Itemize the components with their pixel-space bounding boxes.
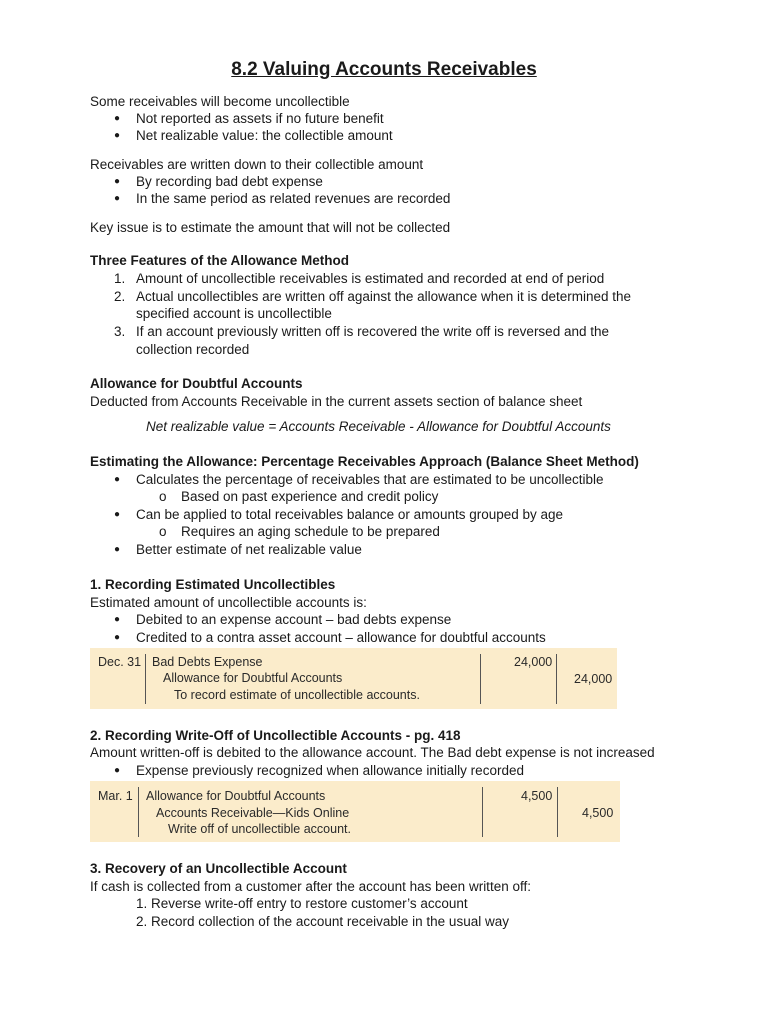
journal-credit-amount: 4,500 — [582, 806, 614, 820]
feature-line: specified account is uncollectible — [136, 306, 332, 321]
feature-item — [114, 323, 609, 340]
allowance-heading: Allowance for Doubtful Accounts — [90, 376, 303, 391]
rec1-bullet: ● Credited to a contra asset account – allowance for doubtful accounts — [136, 629, 546, 646]
journal-divider — [556, 654, 557, 704]
feature-number: 1. — [114, 271, 126, 286]
journal-divider — [557, 787, 558, 837]
journal-debit-amount: 24,000 — [514, 655, 553, 669]
s2-lead: Receivables are written down to their collectible amount — [90, 157, 424, 172]
estimating-bullet: ● Better estimate of net realizable value — [136, 541, 362, 558]
journal-debit-account: Allowance for Doubtful Accounts — [146, 789, 326, 803]
journal-debit-amount: 4,500 — [521, 789, 553, 803]
s2-bullet: ● In the same period as related revenues are recorded — [136, 190, 450, 207]
rec3-step: 2. Record collection of the account receivable in the usual way — [136, 914, 509, 929]
rec2-heading: 2. Recording Write-Off of Uncollectible Accounts - pg. 418 — [90, 728, 461, 743]
journal-date: Dec. 31 — [98, 655, 142, 669]
feature-item — [114, 270, 605, 287]
journal-date: Mar. 1 — [98, 789, 133, 803]
journal-divider — [138, 787, 139, 837]
rec3-text: If cash is collected from a customer after the account has been written off: — [90, 879, 531, 894]
journal-explanation: Write off of uncollectible account. — [168, 822, 351, 836]
estimating-bullet: ● Can be applied to total receivables balance or amounts grouped by age — [136, 506, 563, 523]
journal-debit-account: Bad Debts Expense — [152, 655, 263, 669]
rec3-step: 1. Reverse write-off entry to restore customer’s account — [136, 896, 468, 911]
journal-credit-account: Accounts Receivable—Kids Online — [156, 806, 350, 820]
rec2-text: Amount written-off is debited to the allowance account. The Bad debt expense is not increased — [90, 745, 655, 760]
nrv-formula: Net realizable value = Accounts Receivable - Allowance for Doubtful Accounts — [146, 419, 611, 434]
allowance-text: Deducted from Accounts Receivable in the current assets section of balance sheet — [90, 394, 583, 409]
journal-explanation: To record estimate of uncollectible accounts. — [174, 688, 420, 702]
feature-line: Amount of uncollectible receivables is estimated and recorded at end of period — [136, 271, 605, 286]
feature-item — [114, 288, 632, 305]
journal-divider — [145, 654, 146, 704]
journal-credit-amount: 24,000 — [574, 672, 613, 686]
journal-divider — [482, 787, 483, 837]
estimating-heading: Estimating the Allowance: Percentage Receivables Approach (Balance Sheet Method) — [90, 454, 639, 469]
journal-credit-account: Allowance for Doubtful Accounts — [163, 671, 343, 685]
estimating-bullet: ● Calculates the percentage of receivables that are estimated to be uncollectible — [136, 471, 604, 488]
feature-number: 3. — [114, 324, 126, 339]
estimating-sub-bullet: o Requires an aging schedule to be prepared — [181, 523, 440, 540]
s1-bullet: ● Not reported as assets if no future benefit — [136, 110, 384, 127]
feature-line: collection recorded — [136, 342, 250, 357]
feature-number: 2. — [114, 289, 126, 304]
features-heading: Three Features of the Allowance Method — [90, 253, 350, 268]
key-issue: Key issue is to estimate the amount that will not be collected — [90, 220, 451, 235]
estimating-sub-bullet: o Based on past experience and credit policy — [181, 488, 438, 505]
page-title: 8.2 Valuing Accounts Receivables — [231, 59, 537, 80]
journal-divider — [480, 654, 481, 704]
rec1-text: Estimated amount of uncollectible accounts is: — [90, 595, 367, 610]
rec2-bullet: ● Expense previously recognized when allowance initially recorded — [136, 762, 524, 779]
s2-bullet: ● By recording bad debt expense — [136, 173, 323, 190]
journal-entry-dec31 — [90, 648, 617, 709]
s1-lead: Some receivables will become uncollectible — [90, 94, 350, 109]
rec3-heading: 3. Recovery of an Uncollectible Account — [90, 861, 347, 876]
journal-entry-mar1 — [90, 781, 620, 842]
feature-line: If an account previously written off is recovered the write off is reversed and the — [136, 324, 609, 339]
rec1-bullet: ● Debited to an expense account – bad debts expense — [136, 611, 451, 628]
s1-bullet: ● Net realizable value: the collectible amount — [136, 127, 393, 144]
feature-line: Actual uncollectibles are written off against the allowance when it is determined the — [136, 289, 632, 304]
rec1-heading: 1. Recording Estimated Uncollectibles — [90, 577, 336, 592]
